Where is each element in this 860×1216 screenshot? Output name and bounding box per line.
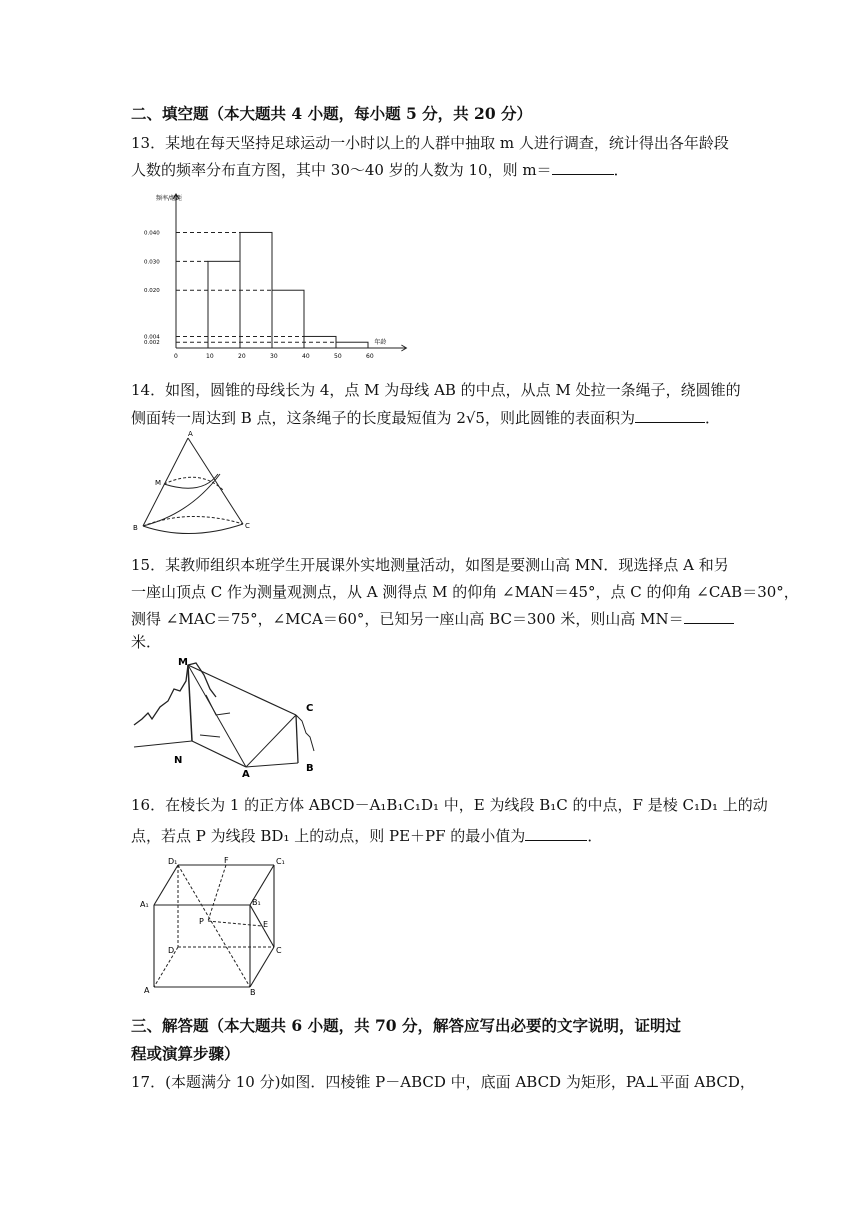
q16-text: 点，若点 P 为线段 BD₁ 上的动点，则 PE＋PF 的最小值为 [131, 827, 526, 845]
cube-label-b: B [250, 988, 256, 997]
q15-line-4: 米． [131, 633, 162, 651]
q16-line-1: 16．在棱长为 1 的正方体 ABCD－A₁B₁C₁D₁ 中，E 为线段 B₁C 的中点，F 是棱 C₁D₁ 上的动 [131, 796, 768, 814]
q16-answer-blank [525, 826, 587, 841]
histogram-bar [272, 290, 304, 348]
y-axis-label: 频率/组距 [156, 195, 183, 202]
mountain-label-m: M [178, 657, 188, 668]
cube-label-d1: D₁ [168, 857, 178, 866]
q16-line-2 [131, 826, 602, 846]
cone-label-b: B [133, 524, 138, 532]
y-tick-label: 0.030 [144, 259, 160, 266]
y-tick-label: 0.002 [144, 340, 160, 347]
q14-end: ． [704, 409, 720, 427]
cube-figure [138, 855, 298, 995]
cone-label-m: M [155, 479, 162, 487]
x-tick-label: 0 [174, 353, 178, 360]
x-axis-label: 年龄 [374, 339, 387, 346]
cube-label-a: A [144, 986, 150, 995]
q15-text: 测得 ∠MAC＝75°，∠MCA＝60°，已知另一座山高 BC＝300 米，则山高 MN＝ [131, 610, 684, 628]
x-tick-label: 50 [334, 353, 342, 360]
section-3-heading-line-1: 三、解答题（本大题共 6 小题，共 70 分，解答应写出必要的文字说明，证明过 [131, 1016, 681, 1035]
histogram-bar [208, 261, 240, 348]
section-3-heading-line-2: 程或演算步骤） [131, 1044, 240, 1063]
q16-end: ． [587, 827, 603, 845]
q15-line-1: 15．某教师组织本班学生开展课外实地测量活动，如图是要测山高 MN．现选择点 A 和另 [131, 556, 729, 574]
mountain-figure [130, 655, 340, 780]
q15-line-2: 一座山顶点 C 作为测量观测点，从 A 测得点 M 的仰角 ∠MAN＝45°，点 C 的仰角 ∠CAB＝30°， [131, 583, 799, 601]
cube-label-f: F [224, 856, 229, 865]
mountain-label-b: B [306, 763, 314, 774]
x-tick-label: 30 [270, 353, 278, 360]
histogram-bar [336, 342, 368, 348]
q14-text: 侧面转一周达到 B 点，这条绳子的长度最短值为 2√5，则此圆锥的表面积为 [131, 409, 635, 427]
cube-label-e: E [263, 920, 269, 929]
cone-figure [130, 430, 260, 540]
q13-end: ． [613, 161, 629, 179]
y-tick-label: 0.020 [144, 288, 160, 295]
q13-text: 人数的频率分布直方图，其中 30～40 岁的人数为 10，则 m＝ [131, 161, 552, 179]
x-tick-label: 20 [238, 353, 246, 360]
x-tick-label: 40 [302, 353, 310, 360]
cone-label-c: C [245, 522, 250, 530]
q13-line-1: 13．某地在每天坚持足球运动一小时以上的人群中抽取 m 人进行调查，统计得出各年龄段 [131, 134, 729, 152]
x-tick-label: 10 [206, 353, 214, 360]
q15-line-3 [131, 609, 734, 629]
q13-line-2 [131, 160, 629, 180]
q15-answer-blank [684, 609, 734, 624]
cone-label-a: A [188, 430, 193, 438]
y-tick-label: 0.004 [144, 334, 160, 341]
cube-label-c1: C₁ [276, 857, 285, 866]
cube-label-c: C [276, 946, 282, 955]
section-2-heading: 二、填空题（本大题共 4 小题，每小题 5 分，共 20 分） [131, 104, 533, 123]
cube-label-d: D [168, 946, 175, 955]
cube-label-p: P [199, 917, 204, 926]
q17-line-1: 17．(本题满分 10 分)如图．四棱锥 P－ABCD 中，底面 ABCD 为矩形，PA⊥平面 ABCD， [131, 1073, 755, 1091]
q14-line-1: 14．如图，圆锥的母线长为 4，点 M 为母线 AB 的中点，从点 M 处拉一条绳子，绕圆锥的 [131, 381, 741, 399]
mountain-label-n: N [174, 755, 183, 766]
x-tick-label: 60 [366, 353, 374, 360]
q14-answer-blank [635, 408, 705, 423]
q14-line-2 [131, 408, 720, 428]
cube-label-b1: B₁ [252, 898, 261, 907]
cube-label-a1: A₁ [140, 900, 149, 909]
frequency-histogram [130, 186, 420, 366]
y-tick-label: 0.040 [144, 230, 160, 237]
q13-answer-blank [552, 160, 614, 175]
mountain-label-a: A [242, 769, 250, 780]
mountain-label-c: C [306, 703, 314, 714]
